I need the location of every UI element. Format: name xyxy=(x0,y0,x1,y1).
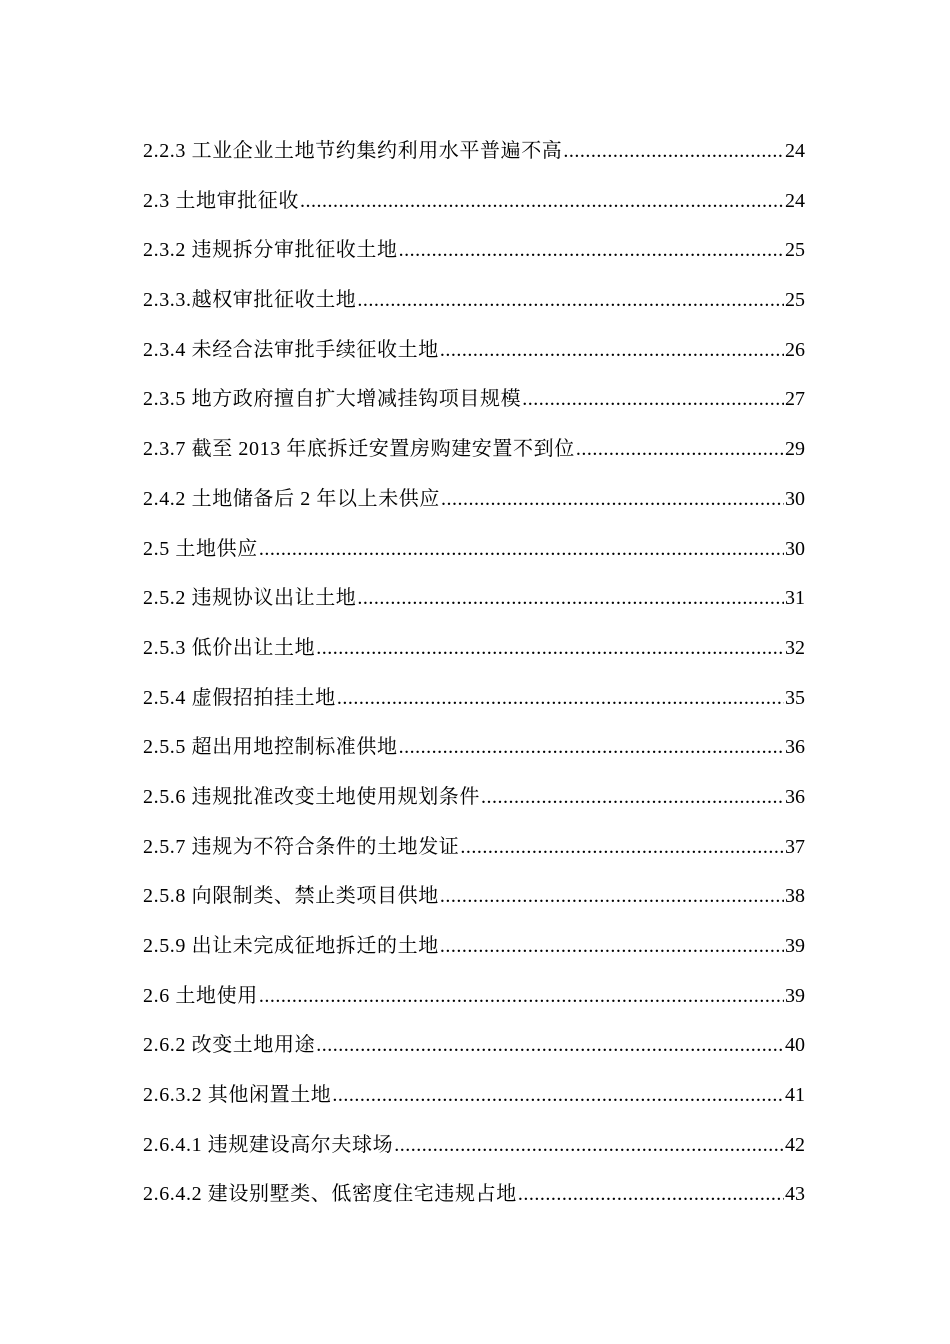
toc-entry[interactable] xyxy=(143,432,805,482)
toc-entry-page: 37 xyxy=(785,835,805,858)
toc-dot-leader xyxy=(394,1128,784,1162)
toc-entry-title: 2.5.7 违规为不符合条件的土地发证 xyxy=(143,835,460,858)
toc-entry-title: 2.3.2 违规拆分审批征收土地 xyxy=(143,239,398,262)
toc-entry-page: 32 xyxy=(785,636,805,659)
toc-entry[interactable] xyxy=(143,979,805,1029)
toc-entry-title: 2.5.2 违规协议出让土地 xyxy=(143,587,357,610)
toc-entry-page: 24 xyxy=(785,140,805,162)
toc-entry[interactable] xyxy=(143,1128,805,1178)
toc-entry-title: 2.4.2 土地储备后 2 年以上未供应 xyxy=(143,487,440,510)
toc-dot-leader xyxy=(481,780,784,814)
toc-entry-title: 2.6.3.2 其他闲置土地 xyxy=(143,1084,332,1107)
toc-dot-leader xyxy=(518,1177,784,1211)
table-of-contents xyxy=(143,134,805,1227)
toc-entry[interactable] xyxy=(143,830,805,880)
toc-entry[interactable] xyxy=(143,184,805,234)
toc-entry[interactable] xyxy=(143,382,805,432)
toc-dot-leader xyxy=(357,283,784,317)
toc-entry-page: 24 xyxy=(785,189,805,212)
toc-dot-leader xyxy=(563,134,784,168)
toc-entry[interactable] xyxy=(143,581,805,631)
toc-entry-title: 2.5.5 超出用地控制标准供地 xyxy=(143,736,398,759)
toc-entry[interactable] xyxy=(143,730,805,780)
toc-entry-title: 2.5.9 出让未完成征地拆迁的土地 xyxy=(143,935,439,957)
toc-entry-page: 29 xyxy=(785,438,805,461)
toc-dot-leader xyxy=(440,879,784,913)
toc-entry-page: 31 xyxy=(785,587,805,610)
toc-entry[interactable] xyxy=(143,631,805,681)
toc-entry-title: 2.2.3 工业企业土地节约集约利用水平普遍不高 xyxy=(143,140,563,162)
toc-entry-title: 2.3.5 地方政府擅自扩大增减挂钩项目规模 xyxy=(143,388,522,411)
toc-entry[interactable] xyxy=(143,879,805,929)
toc-dot-leader xyxy=(441,482,784,516)
toc-dot-leader xyxy=(316,631,784,665)
toc-dot-leader xyxy=(440,333,784,367)
toc-entry-page: 27 xyxy=(785,388,805,411)
toc-entry[interactable] xyxy=(143,333,805,383)
toc-dot-leader xyxy=(399,233,784,267)
toc-entry[interactable] xyxy=(143,681,805,731)
toc-entry-page: 38 xyxy=(785,885,805,908)
toc-entry[interactable] xyxy=(143,1028,805,1078)
toc-entry-page: 39 xyxy=(785,984,805,1007)
toc-entry-title: 2.3.3.越权审批征收土地 xyxy=(143,289,357,312)
toc-dot-leader xyxy=(399,730,784,764)
toc-entry[interactable] xyxy=(143,1177,805,1227)
toc-dot-leader xyxy=(522,382,784,416)
toc-entry-title: 2.5.6 违规批准改变土地使用规划条件 xyxy=(143,785,480,808)
toc-entry-page: 39 xyxy=(785,935,805,957)
toc-entry-page: 36 xyxy=(785,736,805,759)
toc-entry-page: 30 xyxy=(785,487,805,510)
toc-entry-page: 26 xyxy=(785,338,805,361)
toc-dot-leader xyxy=(576,432,784,466)
toc-dot-leader xyxy=(332,1078,784,1112)
toc-entry-title: 2.3.4 未经合法审批手续征收土地 xyxy=(143,338,439,361)
toc-entry-title: 2.6.4.2 建设别墅类、低密度住宅违规占地 xyxy=(143,1183,517,1206)
toc-entry[interactable] xyxy=(143,1078,805,1128)
toc-entry[interactable] xyxy=(143,532,805,582)
toc-entry[interactable] xyxy=(143,780,805,830)
toc-entry-page: 42 xyxy=(785,1133,805,1156)
toc-entry-title: 2.5.3 低价出让土地 xyxy=(143,636,316,659)
toc-entry-page: 40 xyxy=(785,1034,805,1057)
toc-entry[interactable] xyxy=(143,233,805,283)
toc-dot-leader xyxy=(357,581,784,615)
toc-entry[interactable] xyxy=(143,283,805,333)
toc-dot-leader xyxy=(259,979,784,1013)
toc-entry-page: 35 xyxy=(785,686,805,709)
toc-dot-leader xyxy=(460,830,784,864)
toc-entry-title: 2.5.8 向限制类、禁止类项目供地 xyxy=(143,885,439,908)
toc-dot-leader xyxy=(337,681,784,715)
toc-entry-page: 41 xyxy=(785,1084,805,1107)
toc-entry-title: 2.3.7 截至 2013 年底拆迁安置房购建安置不到位 xyxy=(143,438,575,461)
toc-dot-leader xyxy=(316,1028,784,1062)
toc-entry-page: 30 xyxy=(785,537,805,560)
toc-dot-leader xyxy=(300,184,784,218)
toc-dot-leader xyxy=(440,929,784,963)
toc-entry[interactable] xyxy=(143,929,805,979)
toc-entry-title: 2.5.4 虚假招拍挂土地 xyxy=(143,686,336,709)
toc-entry[interactable] xyxy=(143,134,805,184)
toc-entry-title: 2.6 土地使用 xyxy=(143,984,258,1007)
toc-entry-page: 25 xyxy=(785,239,805,262)
toc-entry-page: 36 xyxy=(785,785,805,808)
toc-entry-title: 2.3 土地审批征收 xyxy=(143,189,299,212)
toc-entry[interactable] xyxy=(143,482,805,532)
toc-dot-leader xyxy=(259,532,784,566)
toc-entry-title: 2.6.4.1 违规建设高尔夫球场 xyxy=(143,1133,394,1156)
toc-entry-page: 43 xyxy=(785,1183,805,1206)
toc-entry-title: 2.5 土地供应 xyxy=(143,537,258,560)
toc-entry-page: 25 xyxy=(785,289,805,312)
toc-entry-title: 2.6.2 改变土地用途 xyxy=(143,1034,316,1057)
